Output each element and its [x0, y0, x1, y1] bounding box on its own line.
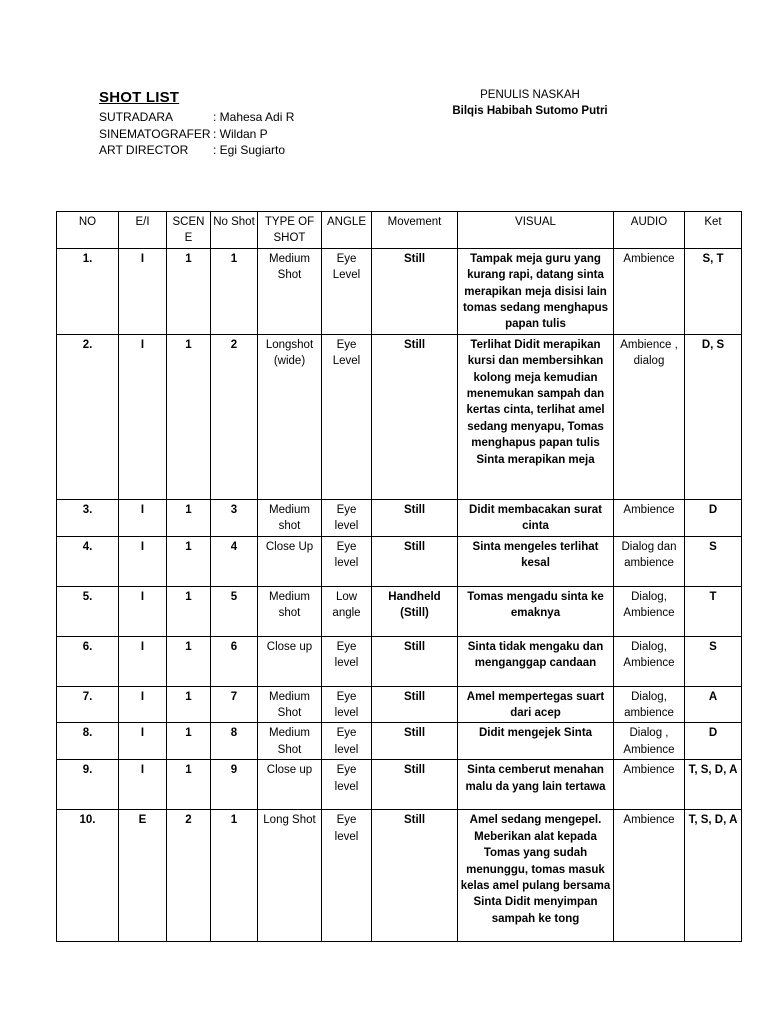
- cell-ket: T: [685, 586, 742, 636]
- column-header-scene: SCEN E: [167, 212, 211, 249]
- cell-scene: 1: [167, 334, 211, 499]
- cell-no-shot: 4: [211, 536, 258, 586]
- column-header-audio: AUDIO: [614, 212, 685, 249]
- cell-visual: Tampak meja guru yang kurang rapi, datang sinta merapikan meja disisi lain tomas sedang menghapus papan tulis: [458, 248, 614, 334]
- cell-visual: Amel sedang mengepel. Meberikan alat kepada Tomas yang sudah menunggu, tomas masuk kelas amel pulang bersama Sinta Didit menyimpan sampah ke tong: [458, 810, 614, 942]
- cell-movement: Still: [372, 810, 458, 942]
- cell-angle: Eye Level: [322, 334, 372, 499]
- cell-scene: 1: [167, 686, 211, 723]
- table-row: [57, 686, 742, 723]
- cell-type-of-shot: Medium Shot: [258, 723, 322, 760]
- column-header-movement: Movement: [372, 212, 458, 249]
- column-header-type-of-shot: TYPE OF SHOT: [258, 212, 322, 249]
- table-row: [57, 760, 742, 810]
- cell-ket: A: [685, 686, 742, 723]
- page-title: SHOT LIST: [99, 89, 180, 106]
- cell-visual: Tomas mengadu sinta ke emaknya: [458, 586, 614, 636]
- crew-row-art-director: [99, 142, 294, 159]
- cell-type-of-shot: Medium Shot: [258, 248, 322, 334]
- cell-no-shot: 1: [211, 248, 258, 334]
- cell-audio: Ambience: [614, 499, 685, 536]
- column-header-visual: VISUAL: [458, 212, 614, 249]
- cell-ei: I: [119, 586, 167, 636]
- cell-visual: Sinta tidak mengaku dan menganggap candaan: [458, 636, 614, 686]
- cell-no-shot: 3: [211, 499, 258, 536]
- writer-name: Bilqis Habibah Sutomo Putri: [452, 105, 608, 117]
- table-row: [57, 810, 742, 942]
- crew-name: : Egi Sugiarto: [213, 143, 286, 157]
- cell-visual: Didit membacakan surat cinta: [458, 499, 614, 536]
- cell-angle: Eye level: [322, 723, 372, 760]
- cell-no: 10.: [57, 810, 119, 942]
- cell-audio: Dialog, Ambience: [614, 586, 685, 636]
- cell-type-of-shot: Close up: [258, 760, 322, 810]
- cell-visual: Sinta cemberut menahan malu da yang lain tertawa: [458, 760, 614, 810]
- cell-angle: Eye level: [322, 686, 372, 723]
- cell-no: 2.: [57, 334, 119, 499]
- cell-angle: Eye level: [322, 760, 372, 810]
- cell-angle: Eye level: [322, 810, 372, 942]
- cell-type-of-shot: Medium shot: [258, 586, 322, 636]
- cell-no-shot: 8: [211, 723, 258, 760]
- cell-no: 6.: [57, 636, 119, 686]
- crew-role: SINEMATOGRAFER: [99, 126, 211, 141]
- cell-scene: 1: [167, 586, 211, 636]
- cell-no-shot: 7: [211, 686, 258, 723]
- cell-type-of-shot: Close up: [258, 636, 322, 686]
- cell-angle: Low angle: [322, 586, 372, 636]
- cell-audio: Dialog, Ambience: [614, 636, 685, 686]
- cell-scene: 1: [167, 499, 211, 536]
- cell-audio: Dialog , Ambience: [614, 723, 685, 760]
- crew-role: SUTRADARA: [99, 110, 174, 124]
- cell-no: 9.: [57, 760, 119, 810]
- column-header-no: NO: [57, 212, 119, 249]
- cell-audio: Ambience: [614, 760, 685, 810]
- cell-type-of-shot: Medium Shot: [258, 686, 322, 723]
- cell-movement: Still: [372, 636, 458, 686]
- table-row: [57, 636, 742, 686]
- column-header-ei: E/I: [119, 212, 167, 249]
- crew-row-director: [99, 109, 294, 126]
- crew-name: : Mahesa Adi R: [213, 110, 295, 124]
- cell-movement: Still: [372, 334, 458, 499]
- cell-no-shot: 1: [211, 810, 258, 942]
- cell-angle: Eye level: [322, 499, 372, 536]
- cell-ket: S: [685, 636, 742, 686]
- cell-visual: Amel mempertegas suart dari acep: [458, 686, 614, 723]
- cell-audio: Dialog, ambience: [614, 686, 685, 723]
- cell-audio: Dialog dan ambience: [614, 536, 685, 586]
- table-row: [57, 248, 742, 334]
- cell-ket: T, S, D, A: [685, 810, 742, 942]
- cell-no-shot: 2: [211, 334, 258, 499]
- cell-type-of-shot: Medium shot: [258, 499, 322, 536]
- table-row: [57, 723, 742, 760]
- cell-movement: Still: [372, 686, 458, 723]
- cell-no-shot: 5: [211, 586, 258, 636]
- cell-type-of-shot: Long Shot: [258, 810, 322, 942]
- table-row: [57, 334, 742, 499]
- cell-ei: I: [119, 248, 167, 334]
- cell-ei: I: [119, 536, 167, 586]
- cell-movement: Still: [372, 723, 458, 760]
- cell-no: 3.: [57, 499, 119, 536]
- cell-visual: Didit mengejek Sinta: [458, 723, 614, 760]
- column-header-no-shot: No Shot: [211, 212, 258, 249]
- cell-movement: Still: [372, 248, 458, 334]
- cell-movement: Still: [372, 536, 458, 586]
- cell-scene: 1: [167, 248, 211, 334]
- table-header-row: [57, 212, 742, 249]
- cell-no: 5.: [57, 586, 119, 636]
- cell-audio: Ambience: [614, 810, 685, 942]
- cell-ei: E: [119, 810, 167, 942]
- cell-ei: I: [119, 760, 167, 810]
- cell-ket: D: [685, 723, 742, 760]
- cell-ket: D: [685, 499, 742, 536]
- cell-ket: S: [685, 536, 742, 586]
- cell-scene: 2: [167, 810, 211, 942]
- cell-movement: Handheld (Still): [372, 586, 458, 636]
- cell-angle: Eye level: [322, 536, 372, 586]
- table-row: [57, 586, 742, 636]
- column-header-angle: ANGLE: [322, 212, 372, 249]
- cell-visual: Terlihat Didit merapikan kursi dan membersihkan kolong meja kemudian menemukan sampah dan kertas cinta, terlihat amel sedang menyapu, Tomas menghapus papan tulis Sinta merapikan meja: [458, 334, 614, 499]
- cell-audio: Ambience: [614, 248, 685, 334]
- shot-list-table: [56, 211, 742, 942]
- crew-list: [99, 109, 294, 159]
- cell-ket: D, S: [685, 334, 742, 499]
- cell-no-shot: 6: [211, 636, 258, 686]
- writer-label: PENULIS NASKAH: [480, 89, 580, 101]
- cell-ei: I: [119, 686, 167, 723]
- crew-name: : Wildan P: [213, 126, 268, 141]
- cell-angle: Eye level: [322, 636, 372, 686]
- cell-no: 8.: [57, 723, 119, 760]
- cell-no: 4.: [57, 536, 119, 586]
- cell-scene: 1: [167, 636, 211, 686]
- cell-visual: Sinta mengeles terlihat kesal: [458, 536, 614, 586]
- cell-ei: I: [119, 499, 167, 536]
- cell-no: 1.: [57, 248, 119, 334]
- cell-type-of-shot: Close Up: [258, 536, 322, 586]
- table-row: [57, 536, 742, 586]
- cell-ket: T, S, D, A: [685, 760, 742, 810]
- cell-scene: 1: [167, 536, 211, 586]
- column-header-ket: Ket: [685, 212, 742, 249]
- cell-movement: Still: [372, 499, 458, 536]
- cell-ket: S, T: [685, 248, 742, 334]
- cell-no: 7.: [57, 686, 119, 723]
- cell-movement: Still: [372, 760, 458, 810]
- table-row: [57, 499, 742, 536]
- cell-ei: I: [119, 636, 167, 686]
- crew-role: ART DIRECTOR: [99, 143, 189, 157]
- cell-audio: Ambience , dialog: [614, 334, 685, 499]
- crew-row-cinematographer: [99, 126, 294, 143]
- cell-scene: 1: [167, 723, 211, 760]
- cell-no-shot: 9: [211, 760, 258, 810]
- cell-ei: I: [119, 723, 167, 760]
- writer-block: [420, 87, 640, 119]
- cell-scene: 1: [167, 760, 211, 810]
- cell-angle: Eye Level: [322, 248, 372, 334]
- cell-ei: I: [119, 334, 167, 499]
- cell-type-of-shot: Longshot (wide): [258, 334, 322, 499]
